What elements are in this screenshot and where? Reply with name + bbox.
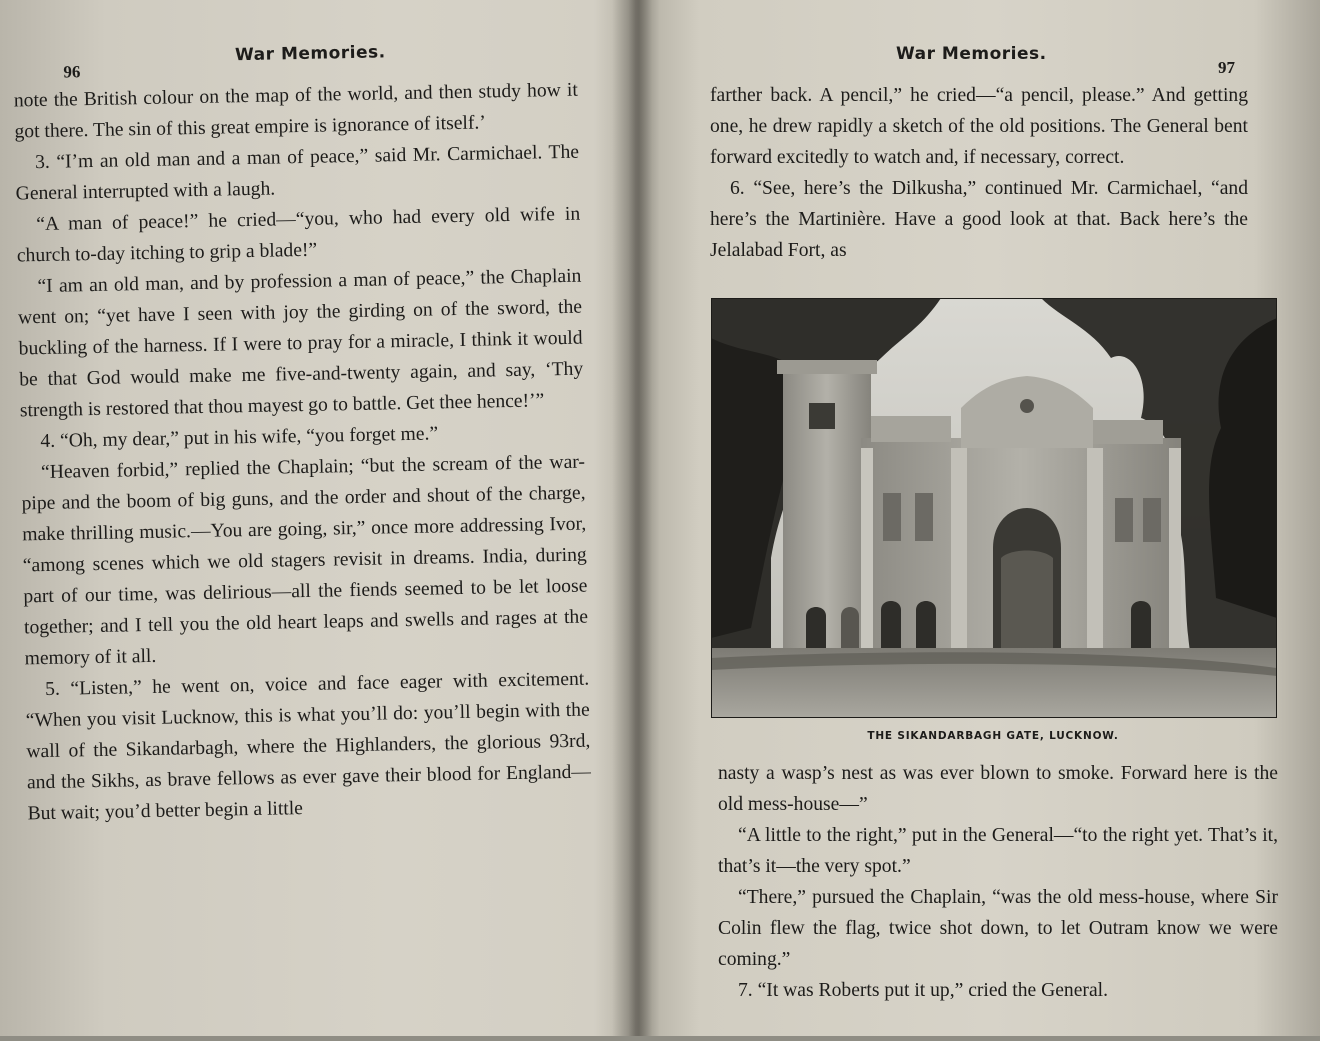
right-paragraph-6: 7. “It was Roberts put it up,” cried the General. (738, 980, 1108, 1001)
left-page (4, 0, 602, 1041)
sikandarbagh-gate-photograph (711, 298, 1277, 718)
right-paragraph-4: “A little to the right,” put in the General—“to the right yet. That’s it, that’s it—the very spot.” (718, 825, 1278, 877)
right-paragraph-1: farther back. A pencil,” he cried—“a pencil, please.” And getting one, he drew rapidly a sketch of the old positions. The General bent forward excitedly to watch and, if necessary, correct. (710, 85, 1248, 168)
figure-caption: THE SIKANDARBAGH GATE, LUCKNOW. (867, 730, 1119, 742)
right-running-head: War Memories. (896, 44, 1047, 64)
left-page-number: 96 (63, 62, 81, 82)
right-paragraph-5: “There,” pursued the Chaplain, “was the old mess-house, where Sir Colin flew the flag, twice shot down, to let Outram know we were coming.” (718, 887, 1278, 970)
right-paragraph-3: nasty a wasp’s nest as was ever blown to smoke. Forward here is the old mess-house—” (718, 763, 1278, 815)
right-body-text-top (710, 80, 1248, 266)
left-paragraph-2: 3. “I’m an old man and a man of peace,” said Mr. Carmichael. The General interrupted with a laugh. (15, 141, 580, 205)
left-paragraph-4: “I am an old man, and by profession a man of peace,” the Chaplain went on; “yet have I seen with joy the girding on of the sword, the buckling of the harness. If I were to pray for a miracle, I think it would be that God would make me five-and-twenty again, and say, ‘Thy strength is restored that thou mayest go to battle. Get thee hence!’” (17, 265, 584, 422)
right-paragraph-2: 6. “See, here’s the Dilkusha,” continued Mr. Carmichael, “and here’s the Martinière. Have a good look at that. Back here’s the Jelalabad Fort, as (710, 178, 1248, 261)
book-gutter (612, 0, 660, 1036)
right-page-number: 97 (1218, 58, 1235, 77)
left-paragraph-1: note the British colour on the map of the world, and then study how it got there. The sin of this great empire is ignorance of itself.’ (13, 79, 579, 143)
left-paragraph-3: “A man of peace!” he cried—“you, who had every old wife in church to-day itching to grip a blade!” (16, 203, 581, 267)
right-page (708, 0, 1278, 1036)
right-body-text-bottom (718, 758, 1278, 1006)
gate-photo-illustration (711, 298, 1277, 718)
left-paragraph-7: 5. “Listen,” he went on, voice and face eager with excitement. “When you visit Lucknow, this is what you’ll do: you’ll begin with the wall of the Sikandarbagh, where the Highlanders, the glorious 93rd, and the Sikhs, as brave fellows as ever gave their blood for England— But wait; you’d better begin a little (25, 668, 592, 825)
left-body-text (14, 75, 592, 830)
left-paragraph-5: 4. “Oh, my dear,” put in his wife, “you forget me.” (40, 423, 439, 453)
left-paragraph-6: “Heaven forbid,” replied the Chaplain; “but the scream of the war-pipe and the boom of big guns, and the order and shout of the charge, make thrilling music.—You are going, sir,” once more addressing Ivor, “among scenes which we old stagers revisit in dreams. India, during part of our time, was delirious—all the fiends seemed to be let loose together; and I tell you the old heart leaps and swells and rages at the memory of it all. (21, 451, 589, 670)
left-running-head: War Memories. (234, 42, 386, 66)
